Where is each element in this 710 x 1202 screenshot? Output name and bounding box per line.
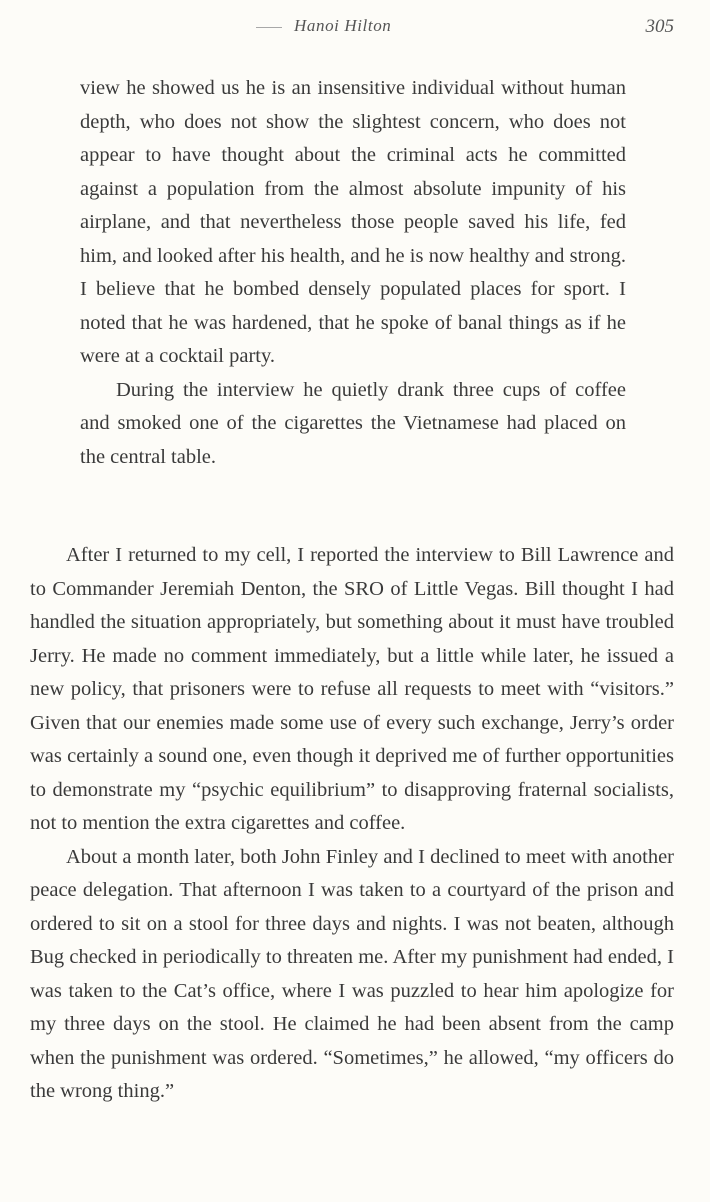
running-title: Hanoi Hilton — [294, 16, 392, 35]
page-number: 305 — [645, 16, 674, 37]
running-header — [0, 14, 710, 40]
quote-paragraph: view he showed us he is an insensitive individual without human depth, who does not show the slightest concern, who does not appear to have thought about the criminal acts he committed against a population from the almost absolute impunity of his airplane, and that nevertheless those people saved his life, fed him, and looked after his health, and he is now healthy and strong. I believe that he bombed densely populated places for sport. I noted that he was hardened, that he spoke of banal things as if he were at a cocktail party. — [80, 77, 626, 367]
body-text — [30, 539, 674, 1109]
body-paragraph: About a month later, both John Finley and I declined to meet with another peace delegation. That afternoon I was taken to a courtyard of the prison and ordered to sit on a stool for three days and nights. I was not beaten, although Bug checked in periodically to threaten me. After my punishment had ended, I was taken to the Cat’s office, where I was puzzled to hear him apologize for my three days on the stool. He claimed he had been absent from the camp when the punishment was ordered. “Sometimes,” he allowed, “my officers do the wrong thing.” — [30, 845, 674, 1102]
quote-paragraph: During the interview he quietly drank three cups of coffee and smoked one of the cigarettes the Vietnamese had placed on the central table. — [80, 378, 626, 468]
header-dash-rule — [256, 27, 282, 28]
body-paragraph: After I returned to my cell, I reported the interview to Bill Lawrence and to Commander Jeremiah Denton, the SRO of Little Vegas. Bill thought I had handled the situation appropriately, but something about it must have troubled Jerry. He made no comment immediately, but a little while later, he issued a new policy, that prisoners were to refuse all requests to meet with “visitors.” Given that our enemies made some use of every such exchange, Jerry’s order was certainly a sound one, even though it deprived me of further opportunities to demonstrate my “psychic equilibrium” to disapproving fraternal socialists, not to mention the extra cigarettes and coffee. — [30, 544, 674, 834]
block-quote — [80, 72, 626, 474]
